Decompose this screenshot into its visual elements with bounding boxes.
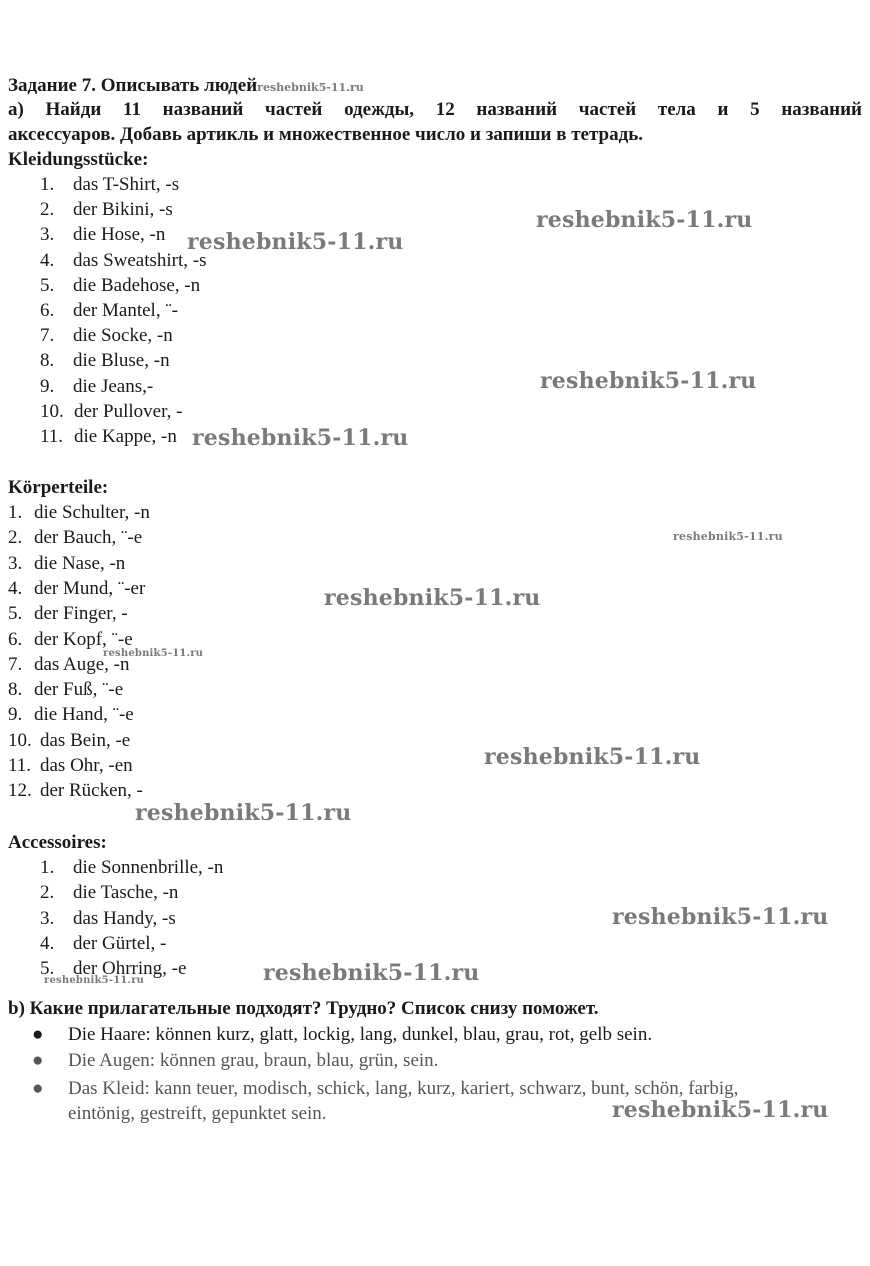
item-text: die Hand, ¨-e	[34, 704, 134, 726]
title-watermark: reshebnik5-11.ru	[257, 81, 364, 94]
bullet-dot-icon: ●	[32, 1078, 44, 1099]
item-text: der Rücken, -	[40, 780, 143, 802]
item-number: 4.	[40, 249, 55, 271]
item-text: die Kappe, -n	[74, 426, 177, 447]
watermark: reshebnik5-11.ru	[187, 229, 404, 255]
worksheet-page: Задание 7. Описывать людейreshebnik5-11.ru а) Найди 11 названий частей одежды, 12 названий частей тела и 5 названий аксессуаров. Добавь артикль и множественное число и запиши в тетрадь. Kleidungsstücke: 1. das T-Shirt, -s 2. der Bikini, -s 3. die Hose, -n 4. das Sweatshirt, -s 5. die Badehose, -n 6. der Mantel, ¨- 7. die Socke, -n 8. die Bluse, -n 9. die Jeans,- 10. der Pullover, - 11. die Kappe, -n Körperteile: 1. die Schulter, -n 2. der Bauch, ¨-e 3. die Nase, -n 4. der Mund, ¨-er 5. der Finger, - 6. der Kopf, ¨-e 7. das Auge, -n 8. der Fuß, ¨-e 9. die Hand, ¨-e 10. das Bein, -e 11. das Ohr, -en 12. der Rücken, - Accessoires: 1. die Sonnenbrille, -n 2. die Tasche, -n 3. das Handy, -s 4. der Gürtel, - 5. der Ohrring, -e b) Какие прилагательные подходят? Трудно? Список снизу поможет. ● Die Haare: können kurz, glatt, lockig, lang, dunkel, blau, grau, rot, gelb sein. ● Die Augen: können grau, braun, blau, grün, sein. ● Das Kleid: kann teuer, modisch, schick, lang, kurz, kariert, schwarz, bunt, schön, farbig, eintönig, gestreift, gepunktet sein. reshebnik5-11.ru reshebnik5-11.ru reshebnik5-11.ru reshebnik5-11.ru reshebnik5-11.ru reshebnik5-11.ru reshebnik5-11.ru reshebnik5-11.ru reshebnik5-11.ru reshebnik5-11.ru reshebnik5-11.ru reshebnik5-11.ru reshebnik5-11.ru	[8, 75, 862, 1124]
item-number: 6.	[8, 628, 23, 650]
item-text: das Handy, -s	[73, 907, 176, 929]
item-number: 5.	[8, 603, 23, 625]
item-text: der Fuß, ¨-e	[34, 679, 124, 701]
watermark: reshebnik5-11.ru	[103, 648, 204, 659]
item-number: 8.	[8, 679, 23, 701]
item-text: die Nase, -n	[34, 552, 126, 574]
watermark: reshebnik5-11.ru	[324, 585, 541, 611]
item-text: der Bauch, ¨-e	[34, 527, 143, 549]
watermark: reshebnik5-11.ru	[536, 207, 753, 233]
item-number: 9.	[8, 704, 23, 726]
item-number: 2.	[40, 199, 55, 221]
item-text: die Jeans,-	[73, 375, 154, 397]
item-number: 10.	[40, 400, 64, 422]
item-number: 4.	[8, 577, 23, 599]
item-text: das T-Shirt, -s	[73, 174, 180, 195]
item-number: 10.	[8, 729, 32, 751]
item-number: 2.	[8, 527, 23, 549]
item-number: 3.	[8, 552, 23, 574]
watermark: reshebnik5-11.ru	[612, 904, 829, 930]
watermark: reshebnik5-11.ru	[484, 744, 701, 770]
item-number: 1.	[40, 174, 55, 195]
item-text: der Mund, ¨-er	[34, 577, 146, 599]
item-number: 11.	[8, 755, 32, 776]
item-number: 4.	[40, 932, 55, 954]
item-number: 7.	[40, 325, 55, 347]
watermark: reshebnik5-11.ru	[44, 975, 145, 986]
item-text: der Mantel, ¨-	[73, 300, 178, 321]
part-a-instruction-line2: аксессуаров. Добавь артикль и множественное число и запиши в тетрадь.	[8, 124, 644, 145]
bullet-dot-icon: ●	[32, 1024, 44, 1045]
item-text: die Schulter, -n	[34, 502, 150, 523]
item-text: die Hose, -n	[73, 224, 166, 246]
bullet-dot-icon: ●	[32, 1050, 44, 1071]
body-parts-heading: Körperteile:	[8, 477, 109, 498]
part-b-heading: b) Какие прилагательные подходят? Трудно? Список снизу поможет.	[8, 998, 599, 1019]
item-text: das Ohr, -en	[40, 755, 133, 776]
item-number: 12.	[8, 780, 32, 802]
item-text: das Bein, -e	[40, 729, 131, 751]
item-text: der Finger, -	[34, 603, 128, 625]
item-number: 1.	[8, 502, 23, 523]
item-number: 5.	[40, 274, 55, 296]
item-text: der Gürtel, -	[73, 932, 167, 954]
item-text: die Bluse, -n	[73, 350, 170, 372]
item-text: der Bikini, -s	[73, 199, 173, 221]
item-number: 11.	[40, 426, 64, 447]
item-number: 8.	[40, 350, 55, 372]
item-text: die Socke, -n	[73, 325, 173, 347]
item-number: 2.	[40, 882, 55, 904]
watermark: reshebnik5-11.ru	[540, 368, 757, 394]
watermark: reshebnik5-11.ru	[192, 425, 409, 451]
watermark: reshebnik5-11.ru	[263, 960, 480, 986]
item-number: 9.	[40, 375, 55, 397]
item-text: die Tasche, -n	[73, 882, 179, 904]
item-text: der Kopf, ¨-e	[34, 628, 133, 650]
item-text: das Sweatshirt, -s	[73, 249, 207, 271]
item-number: 3.	[40, 224, 55, 246]
item-text: der Pullover, -	[74, 400, 183, 422]
watermark: reshebnik5-11.ru	[135, 800, 352, 826]
watermark: reshebnik5-11.ru	[612, 1097, 829, 1123]
item-text: die Badehose, -n	[73, 274, 201, 296]
accessories-heading: Accessoires:	[8, 832, 107, 853]
clothes-heading: Kleidungsstücke:	[8, 149, 149, 170]
part-a-instruction-line1: а) Найди 11 названий частей одежды, 12 названий частей тела и 5 названий	[8, 99, 862, 120]
item-text: die Sonnenbrille, -n	[73, 857, 224, 878]
item-number: 1.	[40, 857, 55, 878]
item-text: das Auge, -n	[34, 653, 130, 675]
item-number: 3.	[40, 907, 55, 929]
item-text: der Ohrring, -e	[73, 958, 187, 980]
item-number: 5.	[40, 958, 55, 980]
item-number: 6.	[40, 300, 55, 321]
task-title: Задание 7. Описывать людейreshebnik5-11.ru	[8, 75, 364, 96]
watermark: reshebnik5-11.ru	[673, 530, 783, 543]
item-number: 7.	[8, 653, 23, 675]
